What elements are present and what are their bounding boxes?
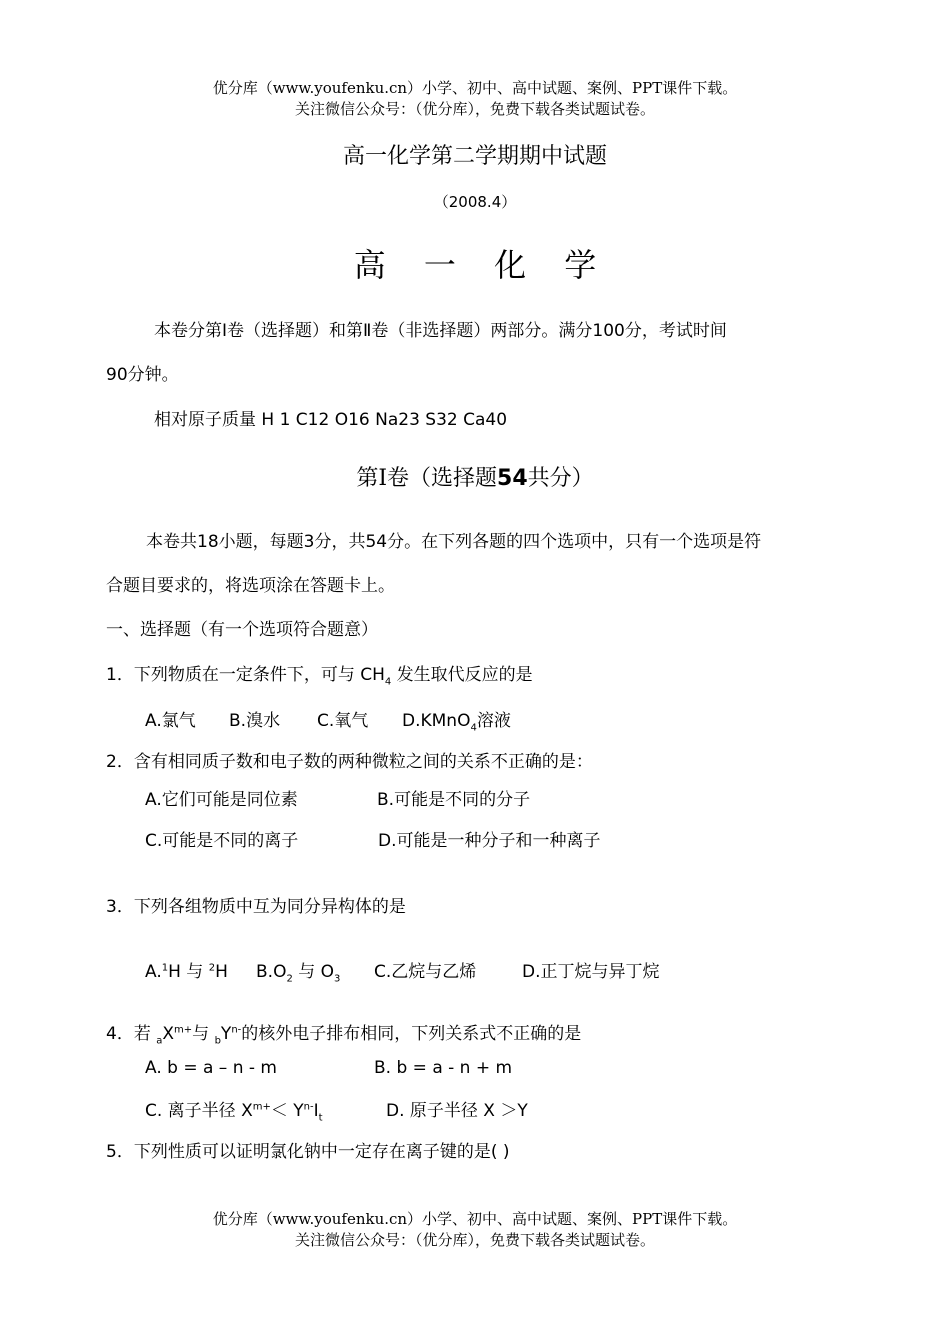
section-1-note-1: 本卷共18小题，每题3分，共54分。在下列各题的四个选项中，只有一个选项是符 <box>146 532 762 552</box>
question-3-option-a-b: H 与 <box>168 962 209 982</box>
question-4-stem-sub-a: a <box>156 1035 163 1047</box>
section-1-title-prefix: 第Ⅰ卷（选择题 <box>356 466 498 491</box>
subject-title: 高 一 化 学 <box>353 246 611 284</box>
question-3-option-a <box>145 957 228 982</box>
question-1-option-d-b: 溶液 <box>476 711 511 731</box>
question-5-stem: 5．下列性质可以证明氯化钠中一定存在离子键的是( ) <box>106 1142 510 1162</box>
question-3-option-b-sub2: 3 <box>334 973 341 985</box>
question-3-option-b <box>256 957 340 984</box>
question-3-option-a-c: H <box>215 962 228 982</box>
question-3-option-c: C.乙烷与乙烯 <box>374 962 477 982</box>
question-3-option-a-a: A. <box>145 962 162 982</box>
question-3-option-b-a: B.O <box>256 962 287 982</box>
header-line-2: 关注微信公众号：（优分库），免费下载各类试题试卷。 <box>294 100 655 118</box>
question-4-option-c-b: ＜ Y <box>270 1101 304 1121</box>
question-1-stem-a: 1．下列物质在一定条件下，可与 CH <box>106 665 385 685</box>
section-1-title-suffix: 共分） <box>527 466 594 491</box>
question-3-stem: 3．下列各组物质中互为同分异构体的是 <box>106 897 406 917</box>
section-1-title <box>0 461 950 492</box>
question-4-option-c-sup2: n- <box>303 1101 314 1113</box>
atomic-masses: 相对原子质量 H 1 C12 O16 Na23 S32 Ca40 <box>154 410 508 430</box>
question-2-option-b: B.可能是不同的分子 <box>377 790 531 810</box>
question-4-stem-sup-m: m+ <box>174 1024 193 1036</box>
question-1-option-d <box>402 706 511 733</box>
question-3-option-a-sup1: 1 <box>161 962 169 974</box>
question-4-option-c <box>145 1096 323 1123</box>
question-4-option-c-c: I <box>313 1101 319 1121</box>
intro-line-1: 本卷分第Ⅰ卷（选择题）和第Ⅱ卷（非选择题）两部分。满分100分，考试时间 <box>154 321 727 341</box>
question-4-stem-b: X <box>162 1024 175 1044</box>
question-1-stem-sub: 4 <box>384 676 392 688</box>
exam-date: （2008.4） <box>433 193 517 211</box>
section-1-note-2: 合题目要求的，将选项涂在答题卡上。 <box>106 576 395 596</box>
intro-line-2: 90分钟。 <box>106 365 179 385</box>
section-1-title-num: 54 <box>497 466 528 491</box>
question-2-option-a: A.它们可能是同位素 <box>145 790 298 810</box>
question-1-option-d-a: D.KMnO <box>402 711 471 731</box>
question-3-option-b-b: 与 O <box>292 962 335 982</box>
question-4-option-c-sup1: m+ <box>252 1101 271 1113</box>
question-4-option-d: D. 原子半径 X ＞Y <box>386 1101 528 1121</box>
question-4-option-a: A. b = a – n - m <box>145 1058 277 1078</box>
exam-title: 高一化学第二学期期中试题 <box>342 144 607 169</box>
question-2-stem: 2．含有相同质子数和电子数的两种微粒之间的关系不正确的是： <box>106 752 593 772</box>
question-4-stem <box>106 1019 581 1046</box>
question-3-option-b-sub1: 2 <box>286 973 293 985</box>
section-1-heading: 一、选择题（有一个选项符合题意） <box>106 620 378 640</box>
question-4-option-b: B. b = a - n + m <box>374 1058 513 1078</box>
question-4-stem-a: 4．若 <box>106 1024 157 1044</box>
question-4-stem-c: 与 <box>192 1024 215 1044</box>
question-3-option-a-sup2: 2 <box>208 962 216 974</box>
footer-line-1: 优分库（www.youfenku.cn）小学、初中、高中试题、案例、PPT课件下载。 <box>212 1210 738 1228</box>
footer-line-2: 关注微信公众号：（优分库），免费下载各类试题试卷。 <box>294 1231 655 1249</box>
question-4-stem-e: 的核外电子排布相同，下列关系式不正确的是 <box>241 1024 582 1044</box>
question-1-option-b: B.溴水 <box>229 711 281 731</box>
question-4-stem-d: Y <box>220 1024 232 1044</box>
question-4-option-c-sub: t <box>318 1112 323 1124</box>
header-line-1: 优分库（www.youfenku.cn）小学、初中、高中试题、案例、PPT课件下载。 <box>212 79 738 97</box>
question-2-option-c: C.可能是不同的离子 <box>145 831 299 851</box>
question-1-option-d-sub: 4 <box>470 722 477 734</box>
question-1-stem <box>106 660 533 687</box>
question-4-stem-sub-b: b <box>214 1035 221 1047</box>
question-4-option-c-a: C. 离子半径 X <box>145 1101 253 1121</box>
question-1-option-a: A.氯气 <box>145 711 196 731</box>
question-3-option-d: D.正丁烷与异丁烷 <box>522 962 660 982</box>
question-1-option-c: C.氧气 <box>317 711 369 731</box>
question-2-option-d: D.可能是一种分子和一种离子 <box>378 831 601 851</box>
question-1-stem-b: 发生取代反应的是 <box>391 665 533 685</box>
question-4-stem-sup-n: n- <box>231 1024 242 1036</box>
